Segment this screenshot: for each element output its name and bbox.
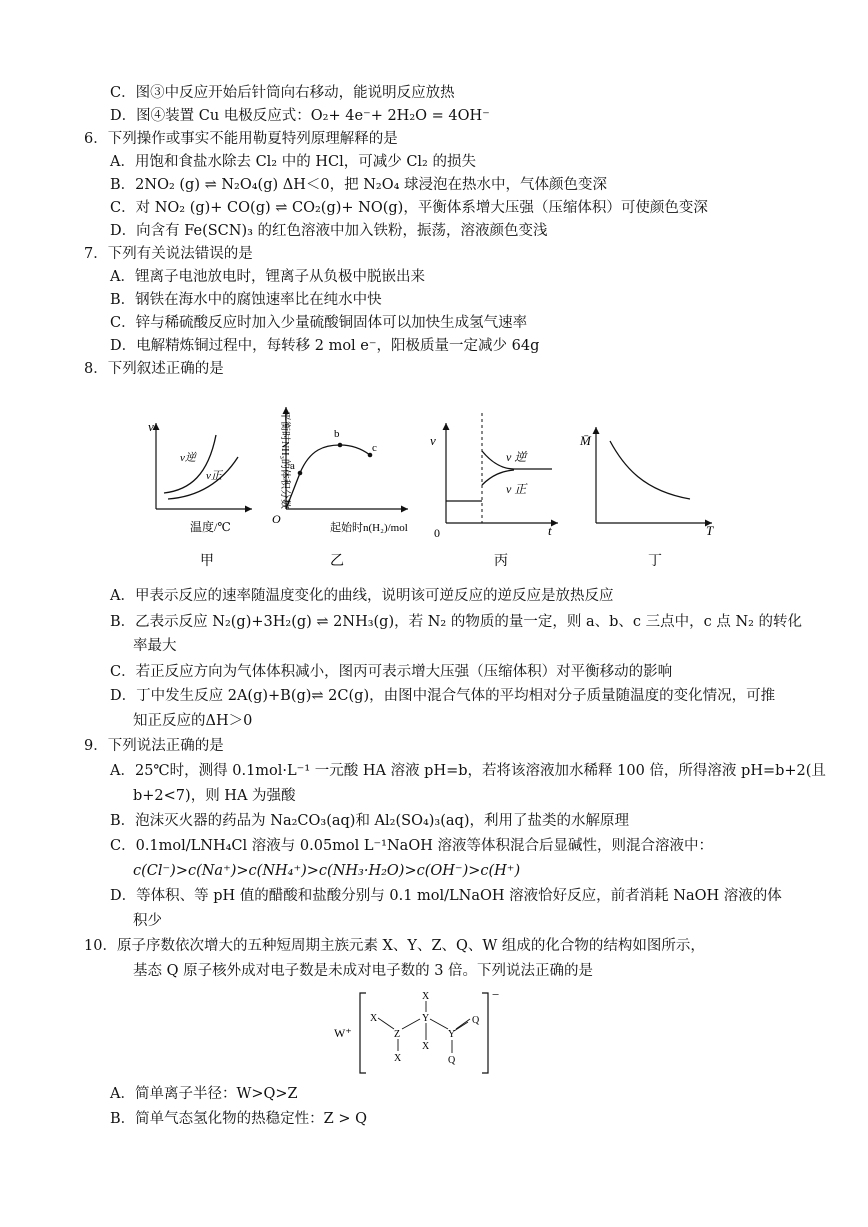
yi-label-c: c [372, 442, 377, 454]
q8-figures [140, 405, 760, 575]
bing-fwd-label: v 正 [506, 482, 527, 496]
jia-curve-forward [168, 457, 238, 499]
q9-option-d: D．等体积、等 pH 值的醋酸和盐酸分别与 0.1 mol/LNaOH 溶液恰好反应，前者消耗 NaOH 溶液的体 [110, 888, 782, 904]
atom-x2: X [394, 1053, 402, 1064]
q6-option-d: D．向含有 Fe(SCN)₃ 的红色溶液中加入铁粉，振荡，溶液颜色变浅 [110, 223, 548, 239]
ding-caption: 丁 [648, 554, 662, 569]
figure-ding [579, 427, 714, 569]
atom-q1: Q [472, 1015, 480, 1026]
yi-point-a [298, 471, 303, 476]
yi-x-label: 起始时n(H₂)/mol [330, 522, 408, 534]
jia-curve-rev-label: v逆 [180, 452, 196, 464]
q5-option-d: D．图④装置 Cu 电极反应式：O₂+ 4e⁻+ 2H₂O = 4OH⁻ [110, 108, 490, 124]
atom-z: Z [394, 1029, 401, 1040]
q8-option-a: A．甲表示反应的速率随温度变化的曲线，说明该可逆反应的逆反应是放热反应 [110, 588, 614, 604]
question-7: 7．下列有关说法错误的是 [84, 246, 253, 262]
ding-curve [610, 441, 690, 499]
yi-origin: O [272, 512, 281, 526]
jia-caption: 甲 [200, 554, 214, 569]
q8-option-b: B．乙表示反应 N₂(g)+3H₂(g) ⇌ 2NH₃(g)，若 N₂ 的物质的量一定，则 a、b、c 三点中，c 点 N₂ 的转化 [110, 614, 803, 630]
q10-structure-diagram [330, 985, 520, 1081]
bing-rev-label: v 逆 [506, 450, 527, 464]
q7-option-b: B．钢铁在海水中的腐蚀速率比在纯水中快 [110, 292, 382, 308]
q9-option-a: A．25℃时，测得 0.1mol·L⁻¹ 一元酸 HA 溶液 pH=b，若将该溶液加水稀释 100 倍，所得溶液 pH=b+2(且 [110, 763, 826, 779]
right-bracket [482, 993, 488, 1073]
jia-y-label: v [148, 419, 154, 434]
ding-y-label: M̄ [580, 433, 591, 448]
question-8: 8．下列叙述正确的是 [84, 361, 224, 377]
cation-w: W⁺ [334, 1026, 352, 1040]
q6-option-c: C．对 NO₂ (g)+ CO(g) ⇌ CO₂(g)+ NO(g)，平衡体系增大压强（压缩体积）可使颜色变深 [110, 200, 708, 216]
question-10: 10．原子序数依次增大的五种短周期主族元素 X、Y、Z、Q、W 组成的化合物的结构如图所示， [84, 938, 705, 954]
yi-point-b [338, 443, 343, 448]
q10-option-b: B．简单气态氢化物的热稳定性：Z > Q [110, 1111, 367, 1127]
q6-option-a: A．用饱和食盐水除去 Cl₂ 中的 HCl，可减少 Cl₂ 的损失 [110, 154, 476, 170]
yi-y-label: 平衡时NH₃的体积分数 [279, 411, 290, 509]
question-6: 6．下列操作或事实不能用勒夏特列原理解释的是 [84, 131, 398, 147]
bing-y-label: v [430, 433, 436, 448]
bing-caption: 丙 [494, 554, 508, 569]
q9-option-c: C．0.1mol/LNH₄Cl 溶液与 0.05mol L⁻¹NaOH 溶液等体积混合后显碱性，则混合溶液中： [110, 838, 713, 854]
figure-jia [148, 419, 252, 569]
q7-option-c: C．锌与稀硫酸反应时加入少量硫酸铜固体可以加快生成氢气速率 [110, 315, 528, 331]
q6-option-b: B．2NO₂ (g) ⇌ N₂O₄(g) ΔH＜0，把 N₂O₄ 球浸泡在热水中，气体颜色变深 [110, 177, 608, 193]
q8-option-d-cont: 知正反应的ΔH＞0 [133, 713, 253, 729]
atom-y1: Y [422, 1013, 430, 1024]
yi-label-b: b [334, 428, 340, 440]
q9-option-c-cont: c(Cl⁻)>c(Na⁺)>c(NH₄⁺)>c(NH₃·H₂O)>c(OH⁻)>c(H⁺) [133, 863, 521, 879]
yi-label-a: a [290, 460, 295, 472]
q9-option-b: B．泡沫灭火器的药品为 Na₂CO₃(aq)和 Al₂(SO₄)₃(aq)，利用了盐类的水解原理 [110, 813, 629, 829]
yi-caption: 乙 [330, 554, 344, 569]
bing-origin: 0 [434, 526, 440, 540]
atom-y2: Y [448, 1029, 456, 1040]
atom-x4: X [422, 1041, 430, 1052]
atom-x1: X [370, 1013, 378, 1024]
yi-curve [286, 445, 370, 509]
jia-x-label: 温度/℃ [190, 520, 231, 534]
q8-option-b-cont: 率最大 [133, 638, 177, 654]
q9-option-a-cont: b+2<7)，则 HA 为强酸 [133, 788, 296, 804]
q5-option-c: C．图③中反应开始后针筒向右移动，能说明反应放热 [110, 85, 455, 101]
figure-yi [272, 407, 408, 569]
atom-q2: Q [448, 1055, 456, 1066]
anion-charge: − [492, 987, 500, 1002]
q9-option-d-cont: 积少 [133, 913, 162, 929]
jia-curve-reverse [164, 435, 216, 493]
left-bracket [360, 993, 366, 1073]
question-9: 9．下列说法正确的是 [84, 738, 224, 754]
q7-option-a: A．锂离子电池放电时，锂离子从负极中脱嵌出来 [110, 269, 425, 285]
figure-bing [430, 413, 558, 569]
q10-option-a: A．简单离子半径：W>Q>Z [110, 1086, 298, 1102]
bing-x-label: t [548, 523, 552, 538]
q8-option-d: D．丁中发生反应 2A(g)+B(g)⇌ 2C(g)，由图中混合气体的平均相对分子质量随温度的变化情况，可推 [110, 688, 776, 704]
ding-x-label: T [706, 523, 714, 538]
q7-option-d: D．电解精炼铜过程中，每转移 2 mol e⁻，阳极质量一定减少 64g [110, 338, 540, 354]
atom-x3: X [422, 991, 430, 1002]
q8-option-c: C．若正反应方向为气体体积减小，图丙可表示增大压强（压缩体积）对平衡移动的影响 [110, 664, 673, 680]
question-10-cont: 基态 Q 原子核外成对电子数是未成对电子数的 3 倍。下列说法正确的是 [133, 963, 594, 979]
jia-curve-fwd-label: v正 [206, 470, 222, 482]
